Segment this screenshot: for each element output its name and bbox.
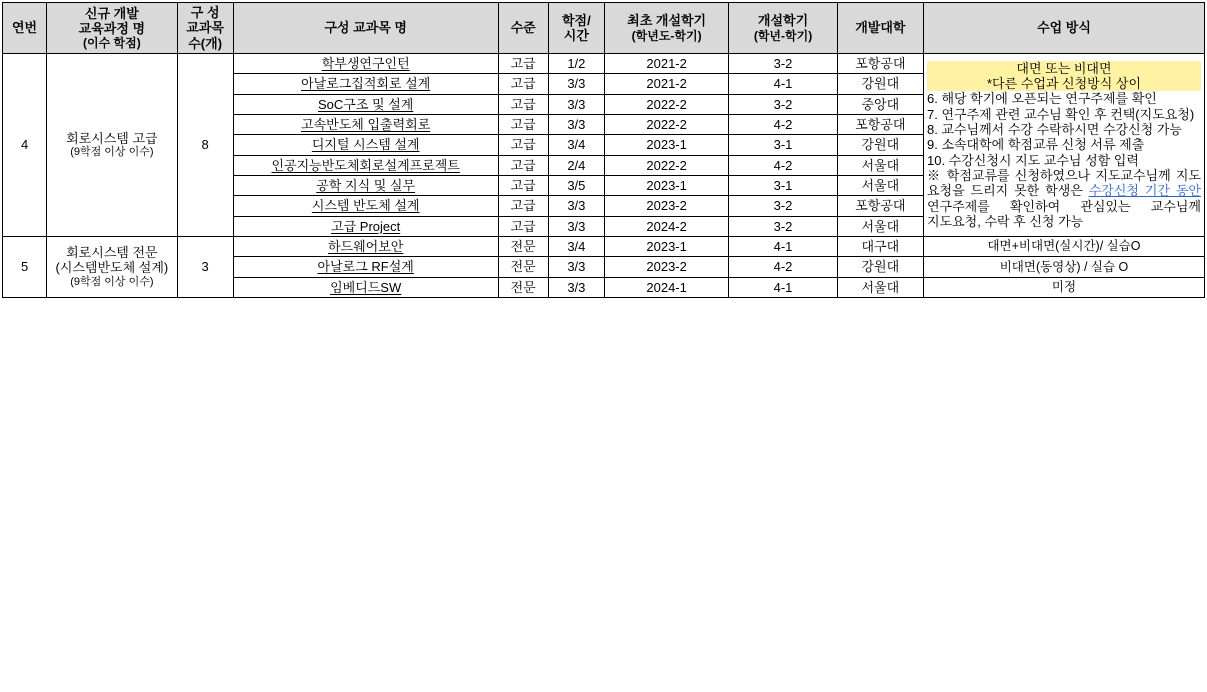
list-item: 7. 연구주제 관련 교수님 확인 후 컨택(지도요청) [926, 106, 1195, 122]
curriculum-sheet [0, 0, 1207, 298]
cell-first-open: 2024-2 [604, 216, 728, 236]
cell-open-term: 4-1 [729, 277, 837, 297]
cell-count: 3 [177, 236, 233, 297]
cell-dev-univ: 서울대 [837, 155, 923, 175]
cell-subject: 아날로그집적회로 설계 [233, 74, 498, 94]
cell-open-term: 3-2 [729, 53, 837, 73]
cell-level: 고급 [498, 175, 548, 195]
cell-credit: 3/3 [548, 277, 604, 297]
cell-open-term: 4-2 [729, 114, 837, 134]
cell-subject: 고속반도체 입출력회로 [233, 114, 498, 134]
cell-first-open: 2023-1 [604, 236, 728, 256]
cell-level: 고급 [498, 155, 548, 175]
cell-credit: 1/2 [548, 53, 604, 73]
cell-subject: 임베디드SW [233, 277, 498, 297]
mode-note-link: 수강신청 기간 동안 [1088, 183, 1201, 199]
cell-open-term: 3-2 [729, 94, 837, 114]
cell-dev-univ: 강원대 [837, 74, 923, 94]
cell-seq: 4 [3, 53, 47, 236]
cell-mode: 미정 [923, 277, 1204, 297]
list-item: 6. 해당 학기에 오픈되는 연구주제를 확인 [926, 91, 1157, 107]
list-item: 10. 수강신청시 지도 교수님 성함 입력 [926, 152, 1139, 168]
table-row [3, 53, 1205, 73]
cell-level: 전문 [498, 236, 548, 256]
cell-level: 고급 [498, 196, 548, 216]
cell-open-term: 3-1 [729, 135, 837, 155]
cell-mode: 비대면(동영상) / 실습 O [923, 257, 1204, 277]
cell-subject: 고급 Project [233, 216, 498, 236]
header-count: 구 성 교과목 수(개) [177, 3, 233, 54]
cell-subject: 하드웨어보안 [233, 236, 498, 256]
cell-dev-univ: 서울대 [837, 277, 923, 297]
cell-dev-univ: 포항공대 [837, 53, 923, 73]
cell-first-open: 2024-1 [604, 277, 728, 297]
header-first-open: 최초 개설학기 (학년도-학기) [604, 3, 728, 54]
cell-mode: 대면+비대면(실시간)/ 실습O [923, 236, 1204, 256]
cell-seq: 5 [3, 236, 47, 297]
cell-credit: 3/3 [548, 74, 604, 94]
cell-dev-univ: 강원대 [837, 135, 923, 155]
header-dev-univ: 개발대학 [837, 3, 923, 54]
cell-first-open: 2021-2 [604, 53, 728, 73]
cell-first-open: 2021-2 [604, 74, 728, 94]
mode-note [927, 168, 1201, 229]
cell-count: 8 [177, 53, 233, 236]
cell-level: 고급 [498, 53, 548, 73]
cell-credit: 3/4 [548, 236, 604, 256]
cell-open-term: 3-1 [729, 175, 837, 195]
cell-dev-univ: 포항공대 [837, 114, 923, 134]
cell-level: 고급 [498, 114, 548, 134]
cell-credit: 3/3 [548, 216, 604, 236]
cell-level: 고급 [498, 216, 548, 236]
cell-first-open: 2023-2 [604, 196, 728, 216]
list-item: 8. 교수님께서 수강 수락하시면 수강신청 가능 [926, 121, 1182, 137]
cell-subject: SoC구조 및 설계 [233, 94, 498, 114]
cell-open-term: 4-1 [729, 74, 837, 94]
cell-credit: 3/3 [548, 196, 604, 216]
cell-subject: 공학 지식 및 실무 [233, 175, 498, 195]
cell-open-term: 4-1 [729, 236, 837, 256]
mode-note-suffix: 연구주제를 확인하여 관심있는 교수님께 지도요청, 수락 후 신청 가능 [926, 198, 1201, 229]
cell-credit: 3/3 [548, 114, 604, 134]
table-row [3, 236, 1205, 256]
cell-open-term: 4-2 [729, 257, 837, 277]
cell-dev-univ: 중앙대 [837, 94, 923, 114]
header-seq: 연번 [3, 3, 47, 54]
cell-first-open: 2023-2 [604, 257, 728, 277]
cell-level: 고급 [498, 94, 548, 114]
cell-dev-univ: 포항공대 [837, 196, 923, 216]
cell-credit: 3/5 [548, 175, 604, 195]
cell-open-term: 3-2 [729, 216, 837, 236]
cell-credit: 3/4 [548, 135, 604, 155]
cell-program: 회로시스템 고급 (9학점 이상 이수) [47, 53, 177, 236]
cell-dev-univ: 서울대 [837, 175, 923, 195]
header-row [3, 3, 1205, 54]
mode-note-prefix: ※ 학점교류를 신청하였으나 지도교수님께 지도 요청을 드리지 못한 학생은 [926, 167, 1201, 199]
table-header [3, 3, 1205, 54]
header-level: 수준 [498, 3, 548, 54]
cell-first-open: 2023-1 [604, 175, 728, 195]
curriculum-table [2, 2, 1205, 298]
cell-first-open: 2022-2 [604, 114, 728, 134]
mode-title: 대면 또는 비대면 [927, 61, 1201, 76]
mode-step-list [927, 91, 1201, 168]
cell-level: 전문 [498, 257, 548, 277]
cell-dev-univ: 강원대 [837, 257, 923, 277]
cell-subject: 시스템 반도체 설계 [233, 196, 498, 216]
cell-subject: 인공지능반도체회로설계프로젝트 [233, 155, 498, 175]
cell-level: 고급 [498, 74, 548, 94]
header-mode: 수업 방식 [923, 3, 1204, 54]
header-credit: 학점/ 시간 [548, 3, 604, 54]
header-open-term: 개설학기 (학년-학기) [729, 3, 837, 54]
cell-subject: 아날로그 RF설계 [233, 257, 498, 277]
list-item: 9. 소속대학에 학점교류 신청 서류 제출 [926, 137, 1145, 153]
cell-dev-univ: 서울대 [837, 216, 923, 236]
cell-credit: 3/3 [548, 94, 604, 114]
cell-subject: 학부생연구인턴 [233, 53, 498, 73]
cell-dev-univ: 대구대 [837, 236, 923, 256]
header-subject: 구성 교과목 명 [233, 3, 498, 54]
header-program: 신규 개발 교육과정 명 (이수 학점) [47, 3, 177, 54]
mode-highlight: *다른 수업과 신청방식 상이 [927, 76, 1201, 91]
cell-open-term: 3-2 [729, 196, 837, 216]
cell-credit: 3/3 [548, 257, 604, 277]
table-body [3, 53, 1205, 297]
cell-first-open: 2022-2 [604, 94, 728, 114]
cell-program: 회로시스템 전문 (시스템반도체 설계) (9학점 이상 이수) [47, 236, 177, 297]
cell-level: 전문 [498, 277, 548, 297]
cell-credit: 2/4 [548, 155, 604, 175]
cell-level: 고급 [498, 135, 548, 155]
cell-mode-detailed [923, 53, 1204, 236]
cell-open-term: 4-2 [729, 155, 837, 175]
cell-first-open: 2022-2 [604, 155, 728, 175]
cell-first-open: 2023-1 [604, 135, 728, 155]
cell-subject: 디지털 시스템 설계 [233, 135, 498, 155]
